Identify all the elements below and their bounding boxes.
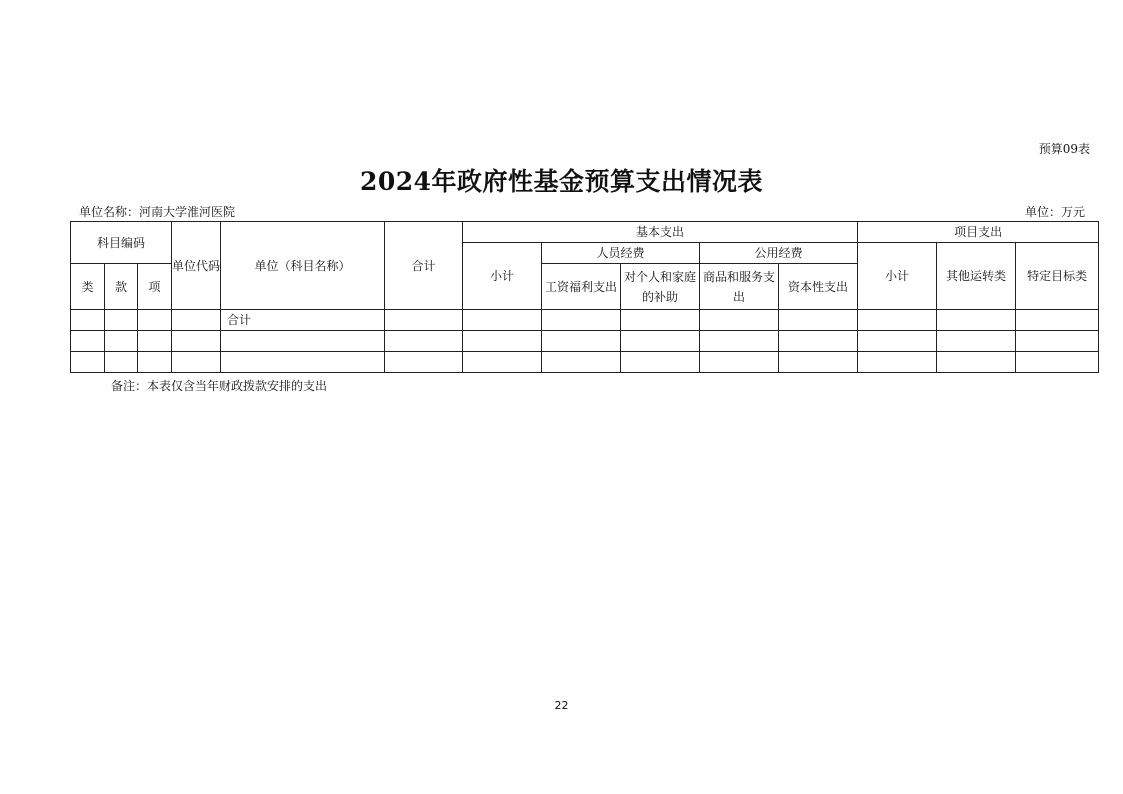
header-personnel-expense: 人员经费 xyxy=(542,243,700,264)
header-lei: 类 xyxy=(71,264,105,310)
table-row xyxy=(71,352,1099,373)
header-kuan: 款 xyxy=(105,264,138,310)
header-unit-code: 单位代码 xyxy=(172,222,221,310)
row-name xyxy=(221,352,385,373)
table-note: 备注：本表仅含当年财政拨款安排的支出 xyxy=(111,379,328,393)
unit-name-label: 单位名称：河南大学淮河医院 xyxy=(79,205,236,219)
header-basic-expense: 基本支出 xyxy=(463,222,858,243)
page-title: 2024年政府性基金预算支出情况表 xyxy=(359,167,764,196)
row-name xyxy=(221,331,385,352)
table-row xyxy=(71,331,1099,352)
header-capital-expense: 资本性支出 xyxy=(779,264,858,310)
header-subject-code: 科目编码 xyxy=(71,222,172,264)
header-public-expense: 公用经费 xyxy=(700,243,858,264)
header-row-1 xyxy=(71,222,1099,243)
table-id-label: 预算09表 xyxy=(1038,142,1090,156)
header-specific-target: 特定目标类 xyxy=(1016,243,1099,310)
budget-expense-table xyxy=(70,221,1099,373)
header-wages-welfare: 工资福利支出 xyxy=(542,264,621,310)
header-other-transfer: 其他运转类 xyxy=(937,243,1016,310)
header-total: 合计 xyxy=(385,222,463,310)
page-number: 22 xyxy=(554,699,569,712)
header-project-subtotal: 小计 xyxy=(858,243,937,310)
header-goods-services: 商品和服务支出 xyxy=(700,264,779,310)
header-basic-subtotal: 小计 xyxy=(463,243,542,310)
row-name-total: 合计 xyxy=(221,310,385,331)
header-xiang: 项 xyxy=(138,264,172,310)
header-unit-subject-name: 单位（科目名称） xyxy=(221,222,385,310)
header-individual-family-subsidy: 对个人和家庭的补助 xyxy=(621,264,700,310)
header-project-expense: 项目支出 xyxy=(858,222,1099,243)
table-row xyxy=(71,310,1099,331)
unit-measure-label: 单位：万元 xyxy=(1024,205,1085,219)
